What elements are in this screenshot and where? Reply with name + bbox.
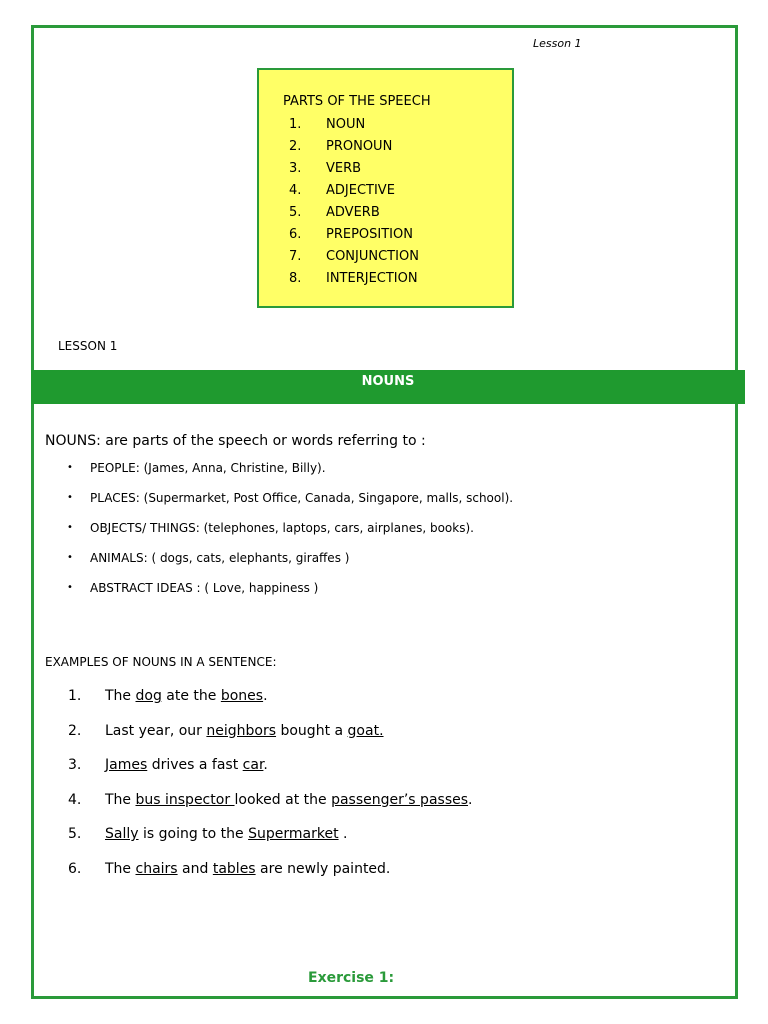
parts-item xyxy=(283,203,512,225)
noun-underlined: tables xyxy=(212,860,256,877)
section-title-bar xyxy=(31,370,745,404)
noun-underlined: passenger’s passes xyxy=(331,791,469,808)
sentence-fragment: bought a xyxy=(276,722,348,739)
category-item xyxy=(67,459,513,489)
noun-underlined: bus inspector xyxy=(135,791,235,808)
bullet-icon: • xyxy=(67,522,73,533)
bullet-icon: • xyxy=(67,462,73,473)
noun-underlined: car xyxy=(242,757,264,773)
category-text: ANIMALS: ( dogs, cats, elephants, giraffes ) xyxy=(90,551,350,565)
example-number: 5. xyxy=(68,826,82,842)
examples-list xyxy=(68,686,472,893)
parts-item-number: 3. xyxy=(289,161,302,176)
noun-underlined: Supermarket xyxy=(248,826,339,842)
sentence-fragment: ate the xyxy=(161,688,221,704)
category-text: PLACES: (Supermarket, Post Office, Canada, Singapore, malls, school). xyxy=(90,491,514,505)
noun-underlined: dog xyxy=(135,688,162,704)
sentence-fragment: . xyxy=(263,688,268,704)
noun-underlined: Sally xyxy=(105,826,139,842)
examples-title: EXAMPLES OF NOUNS IN A SENTENCE: xyxy=(45,655,277,669)
parts-item-label: INTERJECTION xyxy=(326,271,418,286)
sentence-fragment: The xyxy=(105,688,136,704)
parts-item xyxy=(283,137,512,159)
category-text: PEOPLE: (James, Anna, Christine, Billy). xyxy=(90,461,326,475)
noun-underlined: James xyxy=(105,757,148,773)
noun-underlined: chairs xyxy=(135,860,178,877)
parts-item-label: CONJUNCTION xyxy=(326,249,419,264)
parts-item-label: VERB xyxy=(326,161,362,176)
example-number: 4. xyxy=(68,791,82,808)
sentence-fragment: The xyxy=(105,860,136,877)
section-title: NOUNS xyxy=(361,374,415,389)
example-text xyxy=(105,686,268,721)
parts-item-number: 7. xyxy=(289,249,302,264)
sentence-fragment: and xyxy=(177,860,213,877)
parts-item-label: ADJECTIVE xyxy=(326,183,395,198)
parts-item-number: 1. xyxy=(289,117,302,132)
exercise-title: Exercise 1: xyxy=(308,970,395,986)
example-sentence xyxy=(68,686,472,721)
parts-list xyxy=(283,115,512,291)
parts-item xyxy=(283,225,512,247)
parts-item-label: NOUN xyxy=(326,117,366,132)
parts-item xyxy=(283,247,512,269)
category-item xyxy=(67,579,513,609)
example-text xyxy=(105,824,347,859)
example-sentence xyxy=(68,721,472,756)
sentence-fragment: Last year, our xyxy=(105,722,207,739)
category-item xyxy=(67,489,513,519)
bullet-icon: • xyxy=(67,492,73,503)
noun-underlined: goat. xyxy=(347,722,384,739)
bullet-icon: • xyxy=(67,552,73,563)
lesson-label: LESSON 1 xyxy=(58,339,118,353)
sentence-fragment: . xyxy=(263,757,268,773)
definition: NOUNS: are parts of the speech or words referring to : xyxy=(45,433,426,449)
example-number: 6. xyxy=(68,860,82,877)
parts-of-speech-box xyxy=(257,68,514,308)
category-text: OBJECTS/ THINGS: (telephones, laptops, cars, airplanes, books). xyxy=(90,521,474,535)
noun-underlined: bones xyxy=(220,688,264,704)
sentence-fragment: drives a fast xyxy=(147,757,243,773)
example-sentence xyxy=(68,824,472,859)
example-sentence xyxy=(68,790,472,825)
parts-item xyxy=(283,159,512,181)
category-item xyxy=(67,519,513,549)
noun-underlined: neighbors xyxy=(206,722,277,739)
parts-item-number: 2. xyxy=(289,139,302,154)
parts-item-number: 8. xyxy=(289,271,302,286)
category-item xyxy=(67,549,513,579)
bullet-icon: • xyxy=(67,582,73,593)
category-text: ABSTRACT IDEAS : ( Love, happiness ) xyxy=(90,581,319,595)
parts-item-label: PREPOSITION xyxy=(326,227,413,242)
parts-item-label: PRONOUN xyxy=(326,139,393,154)
parts-item xyxy=(283,269,512,291)
parts-item-number: 6. xyxy=(289,227,302,242)
sentence-fragment: . xyxy=(468,791,473,808)
example-number: 3. xyxy=(68,757,82,773)
parts-item-label: ADVERB xyxy=(326,205,380,220)
example-sentence xyxy=(68,755,472,790)
parts-item xyxy=(283,115,512,137)
sentence-fragment: The xyxy=(105,791,136,808)
example-number: 2. xyxy=(68,722,82,739)
example-text xyxy=(105,721,384,756)
sentence-fragment: looked at the xyxy=(234,791,332,808)
lesson-tag: Lesson 1 xyxy=(533,37,582,50)
category-list xyxy=(67,459,513,609)
parts-item-number: 5. xyxy=(289,205,302,220)
example-text xyxy=(105,859,390,894)
example-number: 1. xyxy=(68,688,82,704)
example-sentence xyxy=(68,859,472,894)
example-text xyxy=(105,790,472,825)
parts-item-number: 4. xyxy=(289,183,302,198)
example-text xyxy=(105,755,268,790)
sentence-fragment: is going to the xyxy=(138,826,249,842)
sentence-fragment: are newly painted. xyxy=(255,860,391,877)
sentence-fragment: . xyxy=(338,826,348,842)
parts-item xyxy=(283,181,512,203)
parts-title: PARTS OF THE SPEECH xyxy=(283,94,431,109)
